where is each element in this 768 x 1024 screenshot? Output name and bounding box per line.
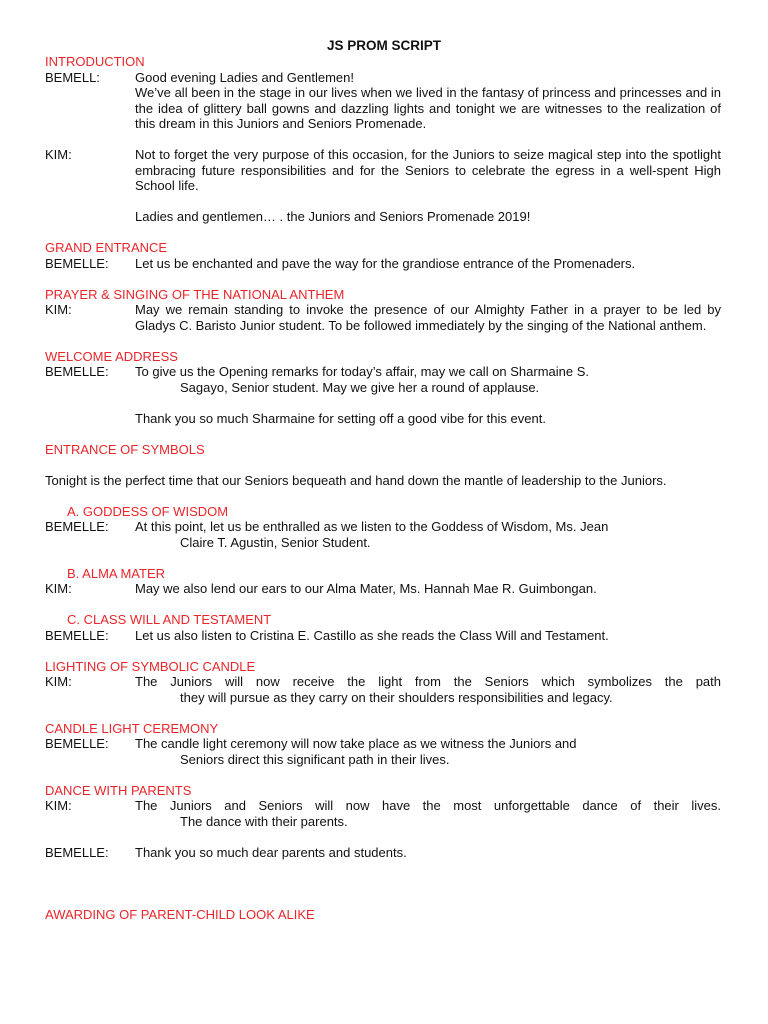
script-line: [45, 302, 721, 333]
section-heading-welcome-address: WELCOME ADDRESS: [45, 348, 178, 364]
speech-text: Thank you so much dear parents and students.: [135, 844, 407, 860]
script-line: [45, 798, 721, 829]
script-line: [45, 736, 721, 767]
speech-text: Good evening Ladies and Gentlemen! We’ve all been in the stage in our lives when we lived in the fantasy of princess and princesses and in the idea of glittery ball gowns and dazzling lights and tonight we are witnesses to the realization of this dream in this Juniors and Seniors Promenade.: [135, 69, 721, 131]
subsection-heading-class-will: C. CLASS WILL AND TESTAMENT: [67, 612, 272, 627]
script-body: [45, 54, 721, 922]
speech-text: To give us the Opening remarks for today’s affair, may we call on Sharmaine S. Sagayo, Senior student. May we give her a round of applause.: [135, 364, 590, 395]
speech-text: The Juniors will now receive the light from the Seniors which symbolizes the path they will pursue as they carry on their shoulders responsibilities and legacy.: [135, 674, 721, 705]
speech-text: Let us be enchanted and pave the way for the grandiose entrance of the Promenaders.: [135, 255, 636, 271]
speech-text: Not to forget the very purpose of this occasion, for the Juniors to seize magical step into the spotlight embracing future responsibilities and for the Seniors to celebrate the egress in a well-spent High School life.: [135, 147, 721, 193]
speech-text: Let us also listen to Cristina E. Castillo as she reads the Class Will and Testament.: [135, 627, 609, 643]
speaker-label: BEMELLE:: [45, 844, 109, 860]
script-line: [45, 581, 721, 597]
section-heading-lighting-of-candle: LIGHTING OF SYMBOLIC CANDLE: [45, 658, 256, 674]
subsection-heading-goddess-of-wisdom: A. GODDESS OF WISDOM: [67, 503, 229, 519]
speech-text: Ladies and gentlemen… . the Juniors and Seniors Promenade 2019!: [135, 209, 531, 224]
speech-text: The candle light ceremony will now take place as we witness the Juniors and Seniors direct this significant path in their lives.: [135, 736, 577, 767]
speech-text: May we remain standing to invoke the presence of our Almighty Father in a prayer to be led by Gladys C. Baristo Junior student. To be followed immediately by the singing of the National anthem.: [135, 302, 721, 333]
speech-text: The Juniors and Seniors will now have the most unforgettable dance of their lives. The dance with their parents.: [135, 798, 721, 829]
speaker-label: KIM:: [45, 302, 72, 317]
subsection-heading-alma-mater: B. ALMA MATER: [67, 565, 166, 581]
speech-text: Thank you so much Sharmaine for setting off a good vibe for this event.: [135, 410, 546, 426]
speech-text: May we also lend our ears to our Alma Mater, Ms. Hannah Mae R. Guimbongan.: [135, 581, 597, 596]
paragraph: Tonight is the perfect time that our Seniors bequeath and hand down the mantle of leadership to the Juniors.: [45, 472, 667, 488]
script-line: [45, 147, 721, 194]
section-heading-introduction: INTRODUCTION: [45, 54, 145, 69]
script-line: [45, 628, 721, 644]
speaker-label: BEMELLE:: [45, 255, 109, 271]
section-heading-candle-light-ceremony: CANDLE LIGHT CEREMONY: [45, 720, 219, 736]
section-heading-prayer: PRAYER & SINGING OF THE NATIONAL ANTHEM: [45, 286, 345, 302]
script-line: [45, 256, 721, 272]
speaker-label: BEMELLE:: [45, 736, 109, 751]
script-line: [45, 70, 721, 132]
script-line: [45, 519, 721, 550]
script-line: [45, 674, 721, 705]
section-heading-grand-entrance: GRAND ENTRANCE: [45, 240, 168, 255]
speaker-label: KIM:: [45, 581, 72, 596]
section-heading-dance-with-parents: DANCE WITH PARENTS: [45, 782, 192, 798]
speaker-label: KIM:: [45, 674, 72, 689]
section-heading-awarding: AWARDING OF PARENT-CHILD LOOK ALIKE: [45, 906, 315, 922]
speaker-label: BEMELLE:: [45, 519, 109, 534]
script-line: [45, 411, 721, 427]
document-title: JS PROM SCRIPT: [326, 38, 442, 53]
script-line: [45, 209, 721, 225]
speaker-label: BEMELLE:: [45, 364, 109, 379]
section-heading-entrance-of-symbols: ENTRANCE OF SYMBOLS: [45, 441, 205, 457]
script-line: [45, 364, 721, 395]
speech-text: At this point, let us be enthralled as we listen to the Goddess of Wisdom, Ms. Jean Claire T. Agustin, Senior Student.: [135, 519, 609, 550]
speaker-label: KIM:: [45, 798, 72, 813]
speaker-label: BEMELL:: [45, 69, 100, 85]
speaker-label: KIM:: [45, 147, 72, 162]
speaker-label: BEMELLE:: [45, 627, 109, 643]
script-line: [45, 845, 721, 861]
